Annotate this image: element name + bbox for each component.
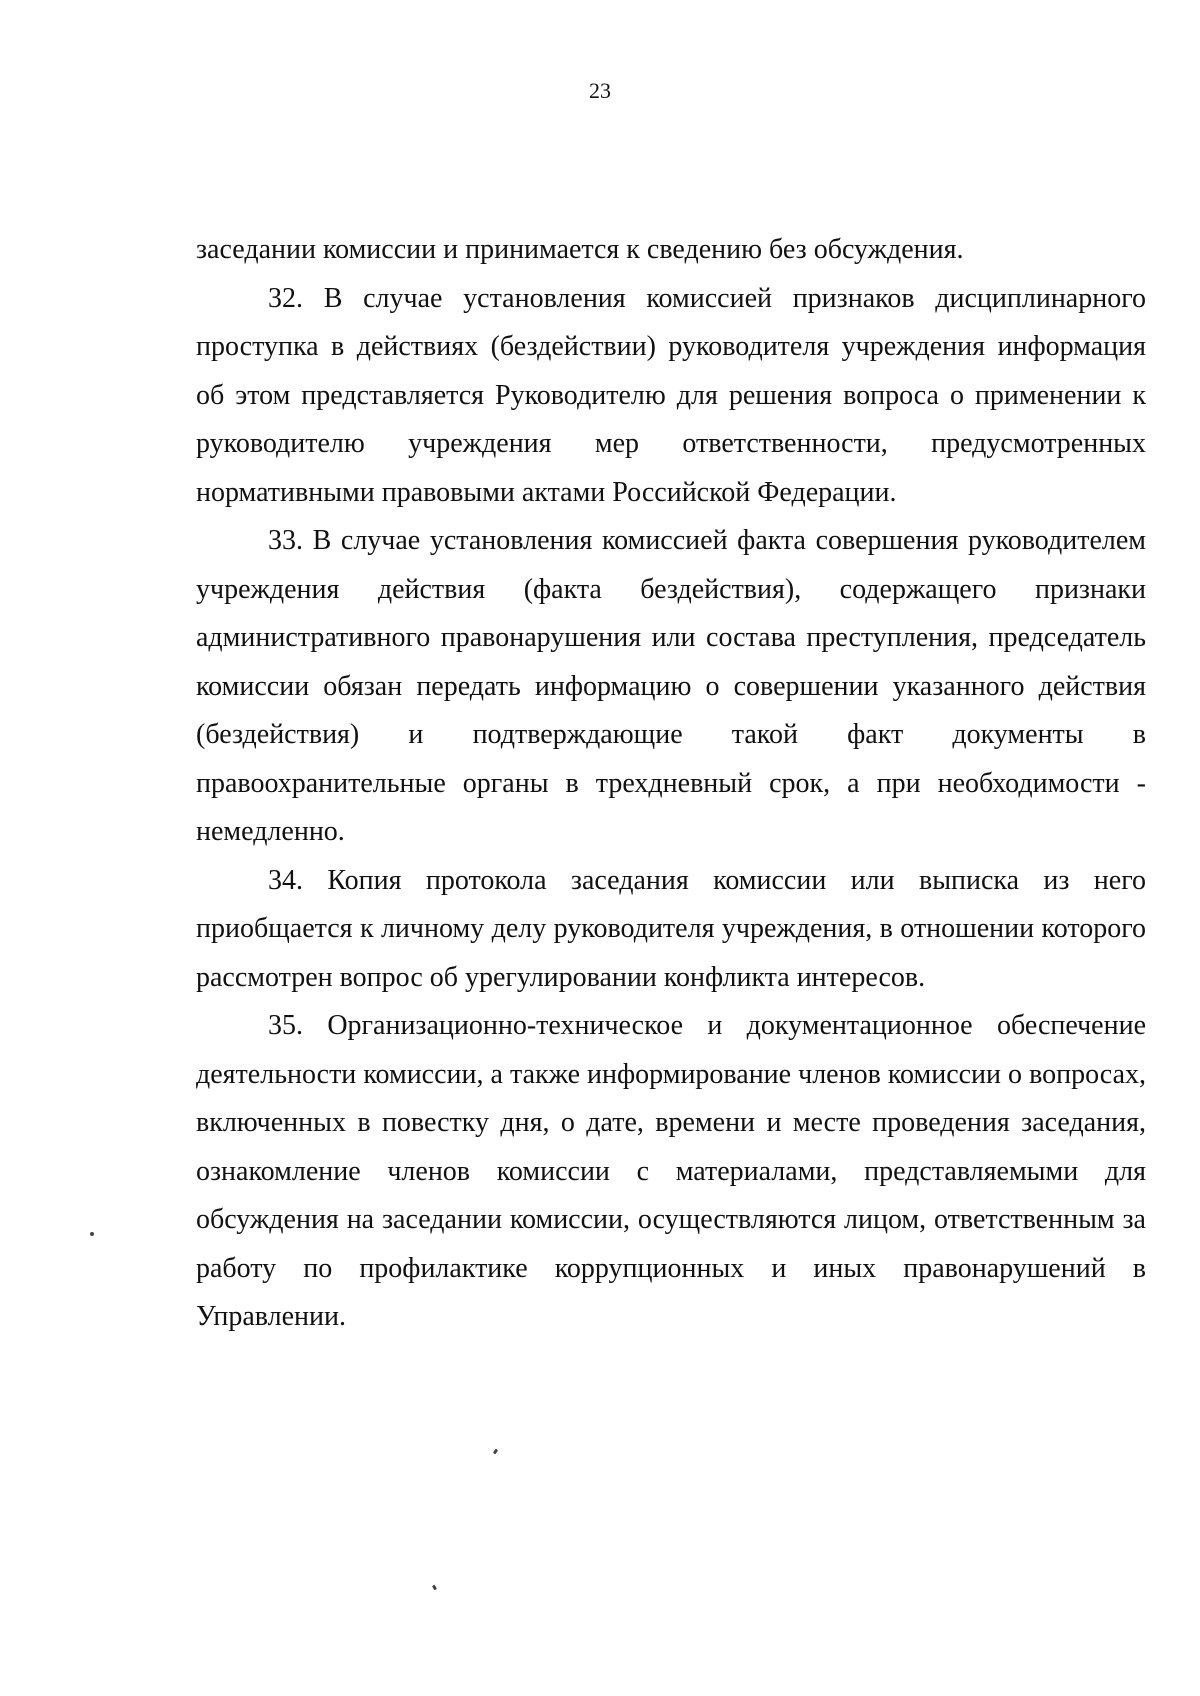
scan-speck [90, 1232, 94, 1236]
paragraph-35: 35. Организационно-техническое и документационное обеспечение деятельности комиссии, а также информирование членов комиссии о вопросах, включенных в повестку дня, о дате, времени и месте проведения заседания, ознакомление членов комиссии с материалами, представляемыми для обсуждения на заседании комиссии, осуществляются лицом, ответственным за работу по профилактике коррупционных и иных правонарушений в Управлении. [196, 1010, 1146, 1332]
paragraph-33: 33. В случае установления комиссией факта совершения руководителем учреждения действия (факта бездействия), содержащего признаки административного правонарушения или состава преступления, председатель комиссии обязан передать информацию о совершении указанного действия (бездействия) и подтверждающие такой факт документы в правоохранительные органы в трехдневный срок, а при необходимости - немедленно. [196, 525, 1146, 847]
document-body [196, 226, 1146, 1342]
paragraph-continuation: заседании комиссии и принимается к сведению без обсуждения. [196, 234, 964, 265]
scan-speck [432, 1585, 437, 1591]
paragraph-34: 34. Копия протокола заседания комиссии или выписка из него приобщается к личному делу руководителя учреждения, в отношении которого рассмотрен вопрос об урегулировании конфликта интересов. [196, 864, 1146, 993]
scan-speck [493, 1449, 498, 1455]
paragraph-32: 32. В случае установления комиссией признаков дисциплинарного проступка в действиях (бездействии) руководителя учреждения информация об этом представляется Руководителю для решения вопроса о применении к руководителю учреждения мер ответственности, предусмотренных нормативными правовыми актами Российской Федерации. [196, 282, 1146, 508]
page-number: 23 [589, 78, 611, 103]
